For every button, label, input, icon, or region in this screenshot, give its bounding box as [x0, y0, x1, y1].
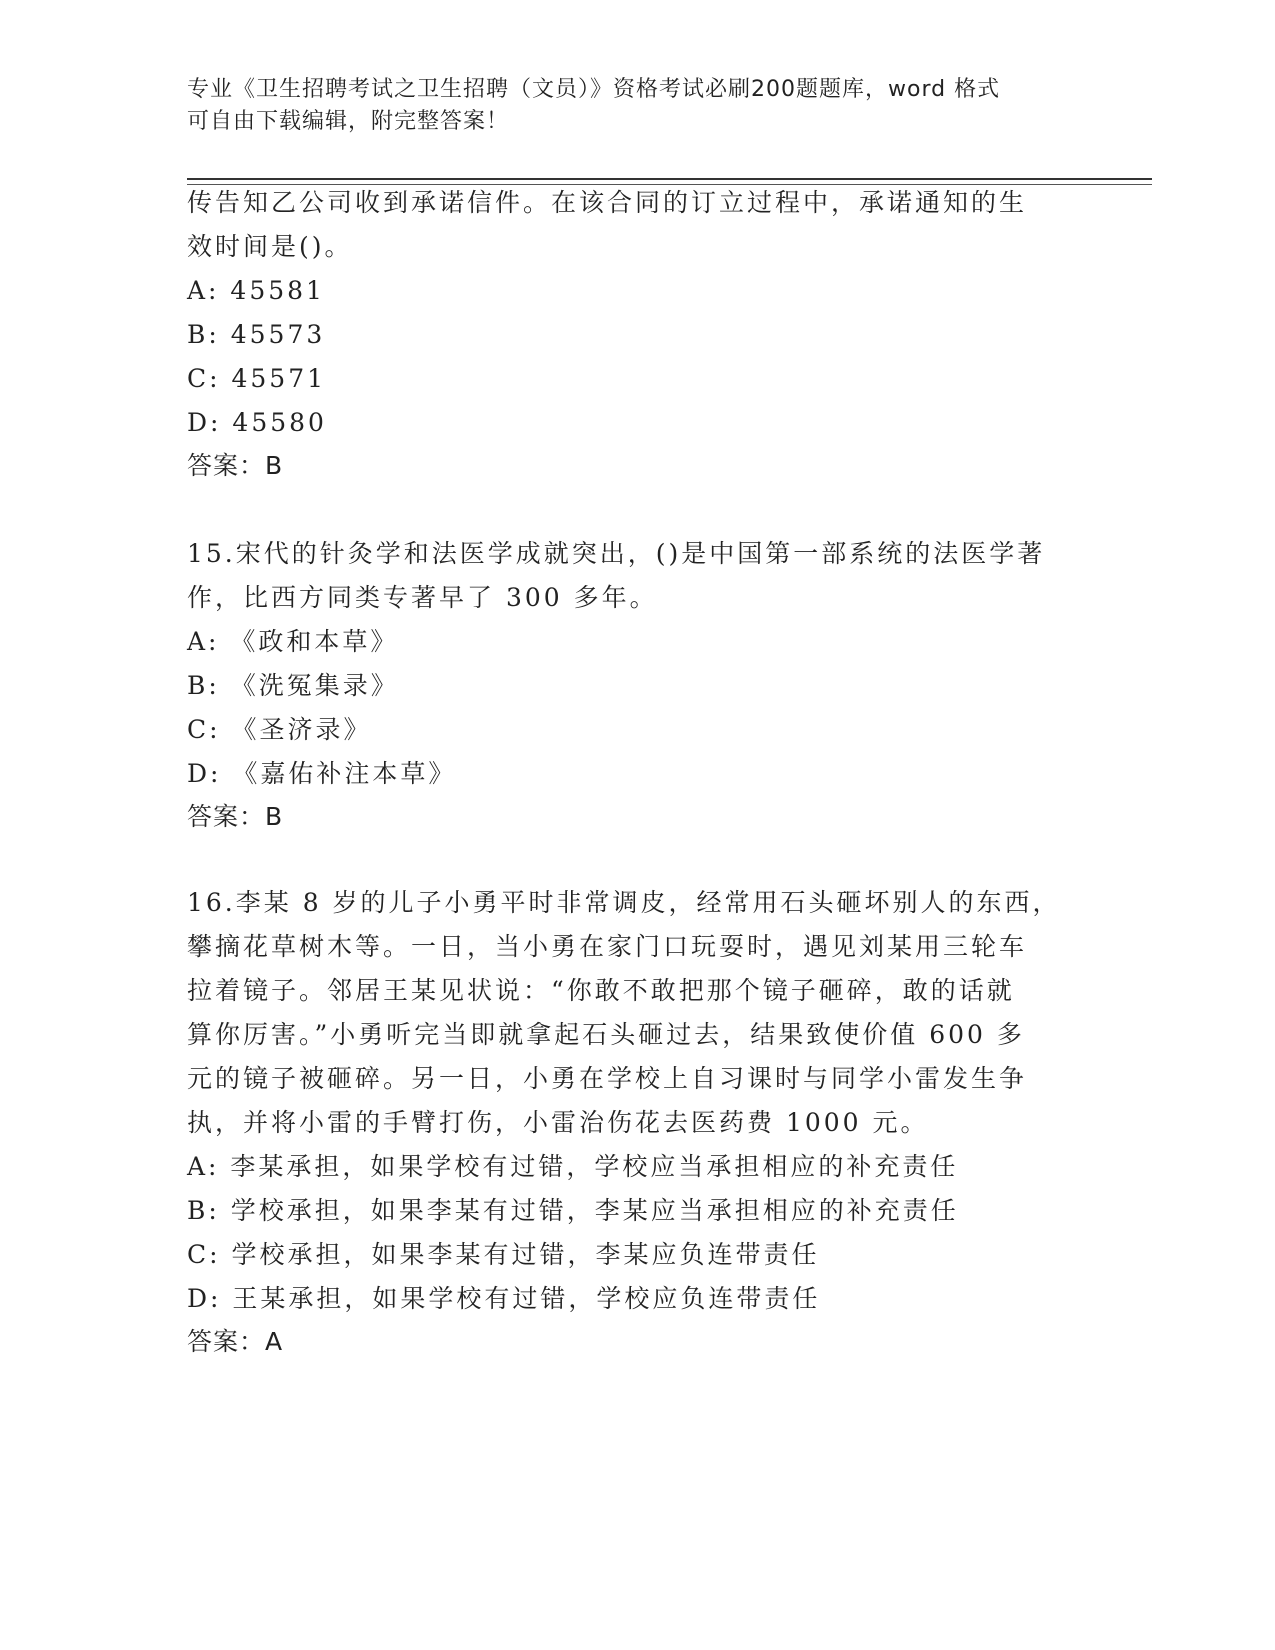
option-b: B: 学校承担，如果李某有过错，李某应当承担相应的补充责任 — [187, 1196, 959, 1225]
option-a: A: 《政和本草》 — [187, 627, 399, 656]
question-stem-line: 作，比西方同类专著早了 300 多年。 — [187, 583, 658, 612]
document-header — [187, 74, 1067, 138]
option-a: A: 李某承担，如果学校有过错，学校应当承担相应的补充责任 — [187, 1152, 959, 1181]
question-stem-line: 传告知乙公司收到承诺信件。在该合同的订立过程中，承诺通知的生 — [187, 188, 1028, 217]
question-stem-line: 16.李某 8 岁的儿子小勇平时非常调皮，经常用石头砸坏别人的东西， — [187, 888, 1061, 917]
answer-15: 答案：B — [187, 802, 284, 831]
option-c: C: 《圣济录》 — [187, 715, 372, 744]
option-a: A: 45581 — [187, 276, 325, 305]
question-stem-line: 效时间是()。 — [187, 232, 353, 261]
question-stem-line: 15.宋代的针灸学和法医学成就突出，()是中国第一部系统的法医学著 — [187, 539, 1046, 568]
header-line-1: 专业《卫生招聘考试之卫生招聘（文员）》资格考试必刷200题题库，word 格式 — [187, 77, 1001, 102]
header-line-2: 可自由下载编辑，附完整答案！ — [187, 109, 510, 134]
header-divider-thin — [187, 184, 1152, 185]
option-b: B: 《洗冤集录》 — [187, 671, 399, 700]
option-c: C: 45571 — [187, 364, 327, 393]
option-c: C: 学校承担，如果李某有过错，李某应负连带责任 — [187, 1240, 820, 1269]
option-b: B: 45573 — [187, 320, 326, 349]
option-d: D: 王某承担，如果学校有过错，学校应负连带责任 — [187, 1284, 821, 1313]
question-stem-line: 元的镜子被砸碎。另一日，小勇在学校上自习课时与同学小雷发生争 — [187, 1064, 1028, 1093]
question-stem-line: 攀摘花草树木等。一日，当小勇在家门口玩耍时，遇见刘某用三轮车 — [187, 932, 1028, 961]
question-stem-line: 拉着镜子。邻居王某见状说：“你敢不敢把那个镜子砸碎，敢的话就 — [187, 976, 1015, 1005]
option-d: D: 45580 — [187, 408, 327, 437]
question-stem-line: 执，并将小雷的手臂打伤，小雷治伤花去医药费 1000 元。 — [187, 1108, 929, 1137]
answer-14: 答案：B — [187, 451, 284, 480]
option-d: D: 《嘉佑补注本草》 — [187, 759, 457, 788]
answer-16: 答案：A — [187, 1327, 284, 1356]
header-divider-thick — [187, 178, 1152, 180]
question-stem-line: 算你厉害。”小勇听完当即就拿起石头砸过去，结果致使价值 600 多 — [187, 1020, 1025, 1049]
